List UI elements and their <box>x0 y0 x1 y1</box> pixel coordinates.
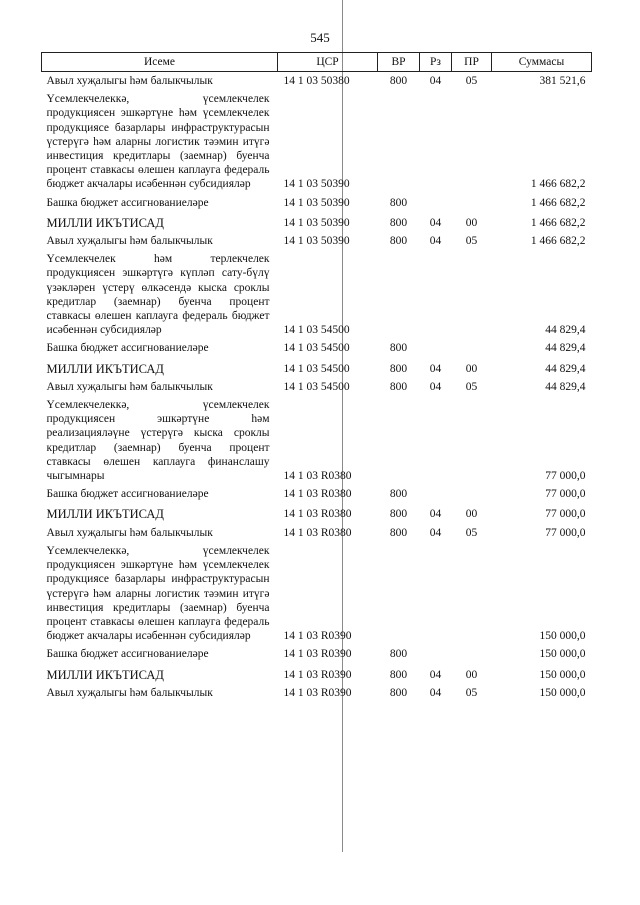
row-csr: 14 1 03 54500 <box>283 380 350 393</box>
row-pr <box>452 645 492 663</box>
row-vr: 800 <box>389 686 408 699</box>
row-rz: 04 <box>429 235 442 248</box>
row-vr: 800 <box>389 380 408 393</box>
table-row <box>42 358 592 378</box>
row-vr: 800 <box>389 235 408 248</box>
row-rz <box>420 339 452 357</box>
header-csr: ЦСР <box>278 53 378 72</box>
row-name: Үсемлекчелеккә, үсемлекчелек продукциясен эшкәртүне һәм реализацияләүне үстерүгә кыска сроклы кредитлар (заемнар) буенча процент ставкасы өлешен каплауга финанслашу чыгымнары <box>46 399 270 483</box>
row-name: МИЛЛИ ИКЪТИСАД <box>46 507 164 522</box>
row-rz <box>420 645 452 663</box>
row-sum: 77 000,0 <box>545 470 586 483</box>
table-row <box>42 339 592 357</box>
row-pr <box>452 90 492 193</box>
row-pr: 05 <box>465 526 478 539</box>
row-csr: 14 1 03 R0390 <box>283 630 352 643</box>
row-csr: 14 1 03 50380 <box>283 75 350 87</box>
row-csr: 14 1 03 R0390 <box>283 686 352 699</box>
row-name: Авыл хуҗалыгы һәм балыкчылык <box>46 686 213 699</box>
row-sum: 77 000,0 <box>545 508 586 521</box>
row-name: Үсемлекчелеккә, үсемлекчелек продукциясен эшкәртүне һәм үсемлекчелек продукциясе базарлары инфраструктурасын үстерүгә һәм аларны логистик тәэмин итүгә инвестиция кредитлары (заемнар) буенча процент ставкасы өлешен каплауга федераль бюджет акчалары исәбеннән субсидияләр <box>46 544 270 643</box>
row-pr <box>452 339 492 357</box>
row-sum: 44 829,4 <box>545 324 586 337</box>
row-csr: 14 1 03 50390 <box>283 235 350 248</box>
row-csr: 14 1 03 R0380 <box>283 470 352 483</box>
row-sum: 150 000,0 <box>539 686 586 699</box>
row-rz: 04 <box>429 526 442 539</box>
row-vr: 800 <box>389 216 408 229</box>
row-pr: 05 <box>465 380 478 393</box>
header-sum: Суммасы <box>492 53 592 72</box>
row-csr: 14 1 03 54500 <box>283 342 350 355</box>
row-name: Башка бюджет ассигнованиеләре <box>46 342 209 355</box>
header-pr: ПР <box>452 53 492 72</box>
row-vr <box>378 90 420 193</box>
row-vr: 800 <box>389 488 408 501</box>
row-vr <box>378 250 420 339</box>
row-sum: 44 829,4 <box>545 380 586 393</box>
row-csr: 14 1 03 50390 <box>283 178 350 191</box>
table-row <box>42 232 592 250</box>
table-body <box>42 72 592 702</box>
table-row <box>42 90 592 193</box>
row-csr: 14 1 03 54500 <box>283 362 350 375</box>
row-csr: 14 1 03 R0390 <box>283 648 352 661</box>
row-sum: 77 000,0 <box>545 488 586 501</box>
row-pr <box>452 250 492 339</box>
row-csr: 14 1 03 R0380 <box>283 508 352 521</box>
row-rz: 04 <box>429 686 442 699</box>
row-pr: 00 <box>465 362 478 375</box>
table-row <box>42 664 592 684</box>
header-vr: ВР <box>378 53 420 72</box>
table-row <box>42 212 592 232</box>
row-name: МИЛЛИ ИКЪТИСАД <box>46 215 164 230</box>
page-number: 545 <box>310 30 330 45</box>
row-csr: 14 1 03 R0380 <box>283 488 352 501</box>
row-vr <box>378 542 420 645</box>
row-rz: 04 <box>429 508 442 521</box>
row-csr: 14 1 03 50390 <box>283 216 350 229</box>
table-row <box>42 485 592 503</box>
header-name: Исеме <box>42 53 278 72</box>
table-row <box>42 524 592 542</box>
row-sum: 150 000,0 <box>539 648 586 661</box>
row-rz: 04 <box>429 216 442 229</box>
row-rz <box>420 485 452 503</box>
row-rz: 04 <box>429 362 442 375</box>
row-pr <box>452 194 492 212</box>
row-sum: 1 466 682,2 <box>530 216 586 229</box>
row-name: Башка бюджет ассигнованиеләре <box>46 488 209 501</box>
row-vr: 800 <box>389 75 408 87</box>
row-sum: 1 466 682,2 <box>530 178 586 191</box>
row-pr <box>452 542 492 645</box>
row-sum: 77 000,0 <box>545 526 586 539</box>
row-name: Авыл хуҗалыгы һәм балыкчылык <box>46 526 213 539</box>
row-vr <box>378 396 420 485</box>
row-rz <box>420 194 452 212</box>
table-row <box>42 378 592 396</box>
table-row <box>42 684 592 702</box>
table-row <box>42 396 592 485</box>
row-pr: 05 <box>465 686 478 699</box>
row-sum: 150 000,0 <box>539 668 586 681</box>
row-rz: 04 <box>429 380 442 393</box>
row-pr: 00 <box>465 668 478 681</box>
table-row <box>42 250 592 339</box>
row-name: Үсемлекчелек һәм терлекчелек продукциясен эшкәртүгә күпләп сату-бүлү үзәкләрен үстерү өлкәсендә кыска сроклы кредитлар (заемнар) буенча процент ставкасы өлешен каплауга федераль бюджет исәбеннән субсидияләр <box>46 253 270 337</box>
row-pr: 00 <box>465 508 478 521</box>
row-vr: 800 <box>389 648 408 661</box>
row-rz <box>420 396 452 485</box>
row-rz: 04 <box>429 668 442 681</box>
table-row <box>42 194 592 212</box>
row-vr: 800 <box>389 526 408 539</box>
row-name: Башка бюджет ассигнованиеләре <box>46 196 209 209</box>
table-header-row <box>42 53 592 72</box>
table-row <box>42 503 592 523</box>
row-name: Башка бюджет ассигнованиеләре <box>46 648 209 661</box>
row-sum: 44 829,4 <box>545 342 586 355</box>
row-pr <box>452 485 492 503</box>
table-row <box>42 72 592 91</box>
row-name: Авыл хуҗалыгы һәм балыкчылык <box>46 380 213 393</box>
row-vr: 800 <box>389 508 408 521</box>
row-csr: 14 1 03 R0380 <box>283 526 352 539</box>
row-name: МИЛЛИ ИКЪТИСАД <box>46 361 164 376</box>
row-sum: 1 466 682,2 <box>530 196 586 209</box>
row-pr: 05 <box>465 235 478 248</box>
header-rz: Рз <box>420 53 452 72</box>
row-rz <box>420 542 452 645</box>
row-csr: 14 1 03 54500 <box>283 324 350 337</box>
row-pr: 05 <box>465 75 478 87</box>
row-name: МИЛЛИ ИКЪТИСАД <box>46 667 164 682</box>
row-sum: 1 466 682,2 <box>530 235 586 248</box>
row-rz <box>420 90 452 193</box>
row-pr <box>452 396 492 485</box>
table-row <box>42 645 592 663</box>
row-vr: 800 <box>389 342 408 355</box>
budget-table <box>41 52 592 702</box>
row-vr: 800 <box>389 362 408 375</box>
row-csr: 14 1 03 50390 <box>283 196 350 209</box>
row-rz: 04 <box>429 75 442 87</box>
row-name: Авыл хуҗалыгы һәм балыкчылык <box>46 75 213 87</box>
row-csr: 14 1 03 R0390 <box>283 668 352 681</box>
row-pr: 00 <box>465 216 478 229</box>
row-sum: 44 829,4 <box>545 362 586 375</box>
table-row <box>42 542 592 645</box>
row-name: Үсемлекчелеккә, үсемлекчелек продукциясен эшкәртүне һәм үсемлекчелек продукциясе базарлары инфраструктурасын үстерүгә һәм аларны логистик тәэмин итүгә инвестиция кредитлары (заемнар) буенча процент ставкасы өлешен каплауга федераль бюджет акчалары исәбеннән субсидияләр <box>46 93 270 191</box>
row-sum: 381 521,6 <box>539 75 586 87</box>
row-name: Авыл хуҗалыгы һәм балыкчылык <box>46 235 213 248</box>
row-vr: 800 <box>389 668 408 681</box>
row-sum: 150 000,0 <box>539 630 586 643</box>
row-vr: 800 <box>389 196 408 209</box>
row-rz <box>420 250 452 339</box>
